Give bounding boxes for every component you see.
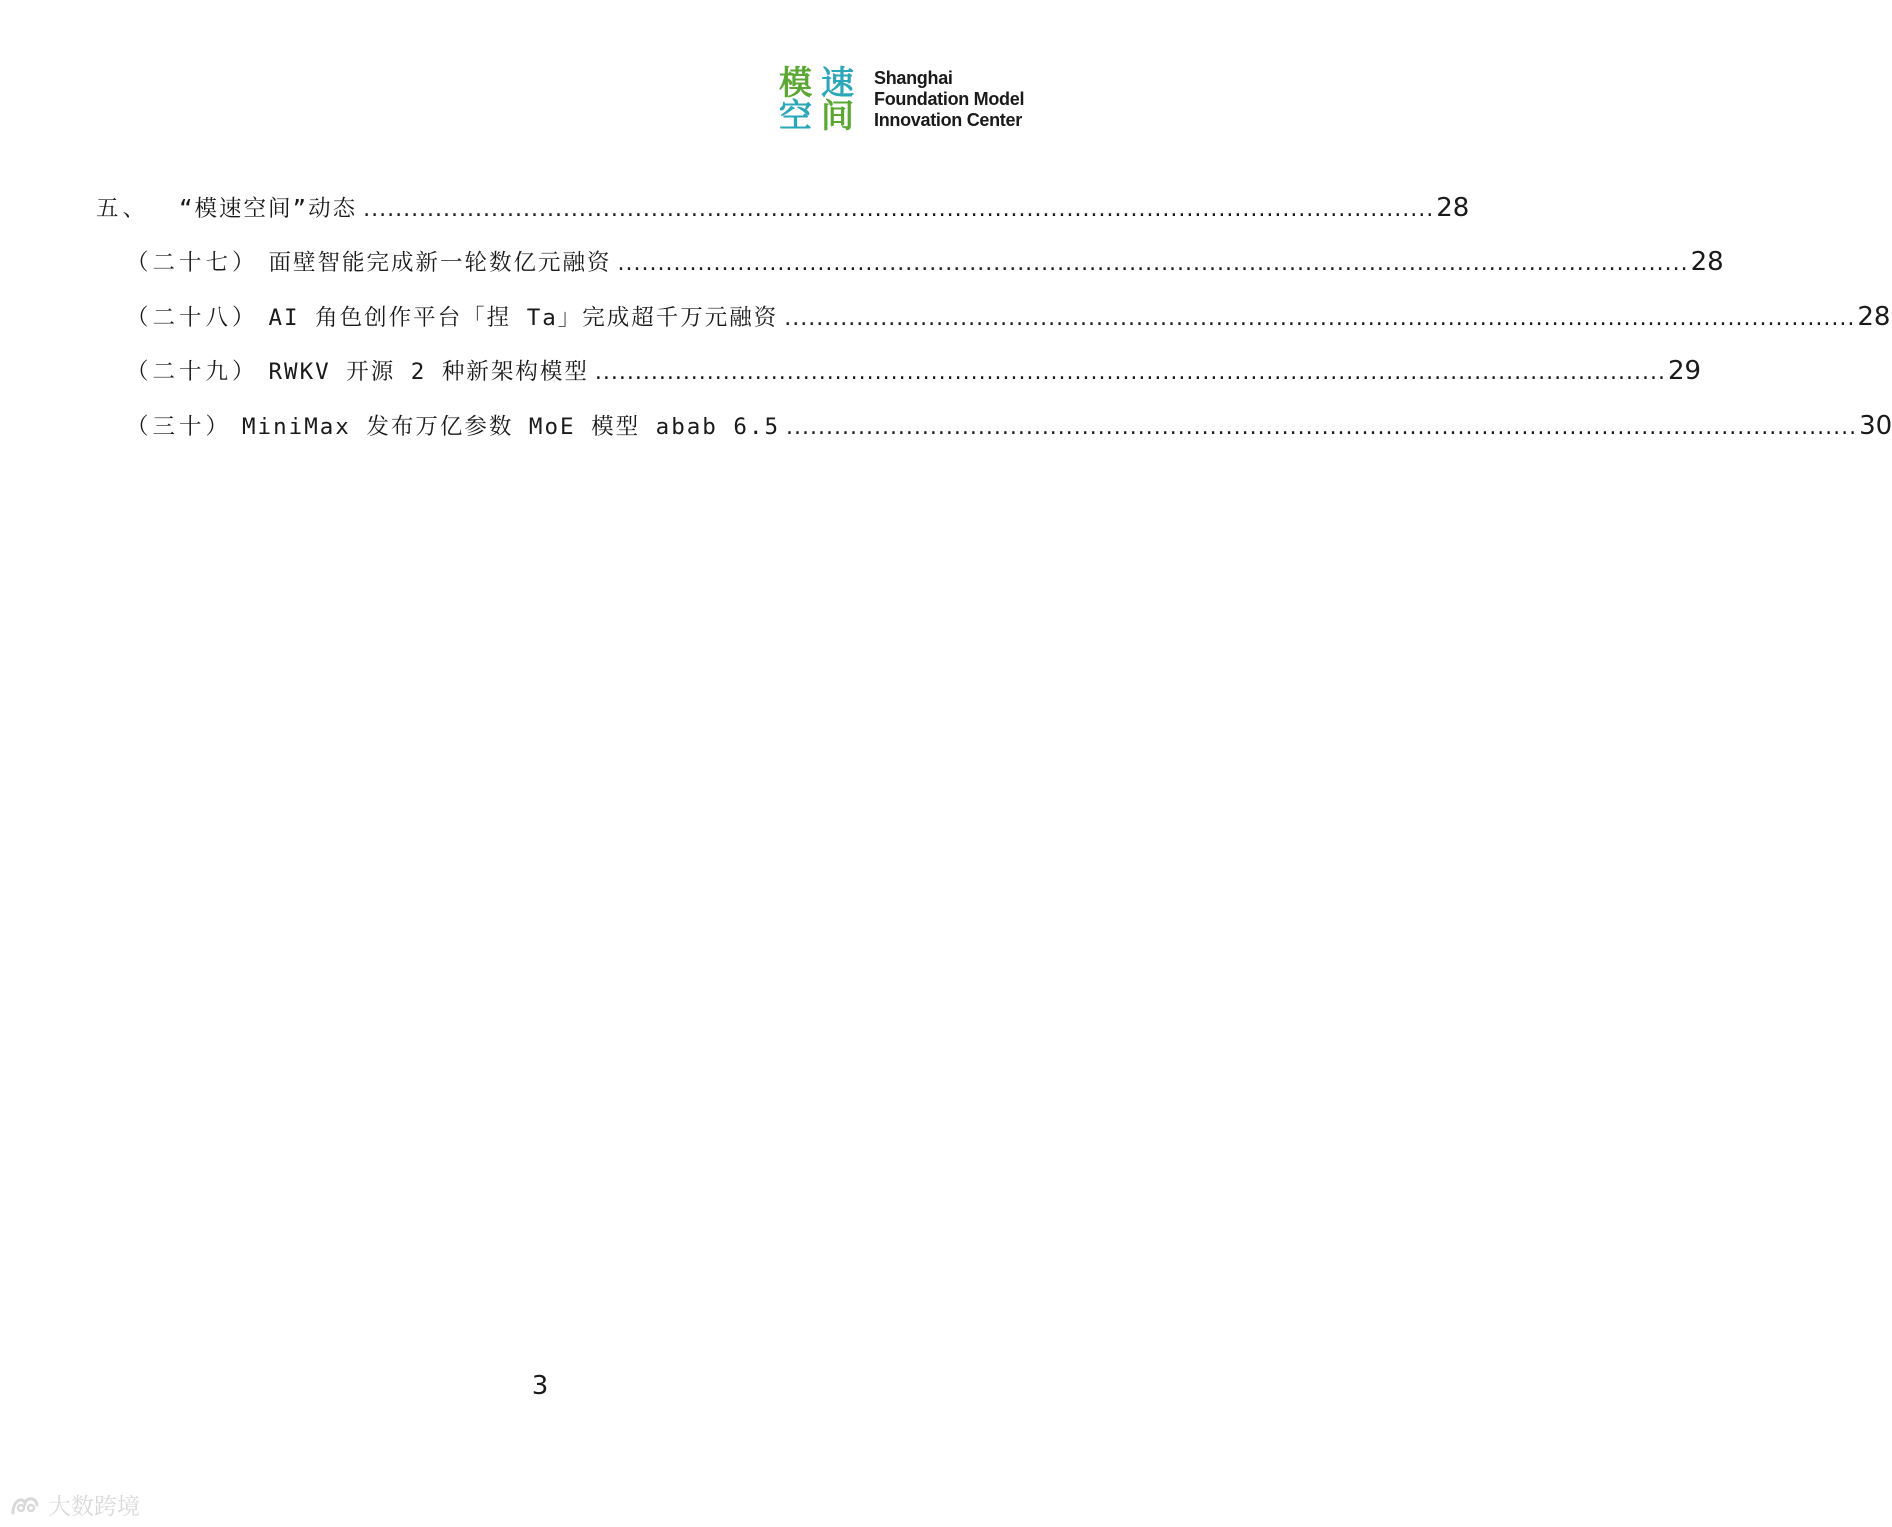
toc-leader-dots: ...................................................................................................................................... bbox=[784, 306, 1856, 331]
watermark bbox=[10, 1488, 140, 1521]
toc-entry-page: 28 bbox=[1857, 302, 1891, 332]
toc-entry-number: （二十七） bbox=[126, 250, 259, 276]
logo-line: Foundation Model bbox=[874, 89, 1025, 109]
toc-entry-title: “模速空间”动态 bbox=[179, 196, 358, 222]
toc-entry[interactable] bbox=[126, 409, 1892, 445]
toc-entry-page: 28 bbox=[1690, 247, 1724, 277]
logo-mark bbox=[779, 63, 865, 135]
toc-leader-dots: ...................................................................................................................................... bbox=[786, 415, 1858, 440]
toc-entry-number: 五、 bbox=[96, 196, 150, 222]
header-logo bbox=[779, 63, 1025, 135]
logo-text bbox=[874, 68, 1024, 131]
toc-entry[interactable] bbox=[96, 191, 1470, 227]
toc-entry-page: 29 bbox=[1667, 356, 1702, 386]
toc-entry-page: 28 bbox=[1436, 193, 1470, 223]
logo-char: 速 bbox=[821, 63, 854, 102]
toc-entry[interactable] bbox=[126, 245, 1724, 281]
logo-char: 模 bbox=[779, 63, 812, 102]
toc-entry-number: （二十八） bbox=[126, 305, 259, 331]
toc-leader-dots: ...................................................................................................................................... bbox=[594, 360, 1666, 385]
toc-entry-number: （二十九） bbox=[126, 359, 259, 385]
logo-line: Innovation Center bbox=[874, 110, 1022, 130]
logo-line: Shanghai bbox=[874, 68, 953, 88]
logo-char: 间 bbox=[821, 96, 854, 135]
toc-entry-title: MiniMax 发布万亿参数 MoE 模型 abab 6.5 bbox=[242, 414, 781, 440]
logo-char: 空 bbox=[779, 96, 812, 135]
watermark-text: 大数跨境 bbox=[48, 1494, 140, 1520]
toc-entry[interactable] bbox=[126, 300, 1891, 336]
watermark-logo-icon bbox=[10, 1491, 42, 1519]
toc-entry-page: 30 bbox=[1859, 411, 1892, 441]
toc-leader-dots: ...................................................................................................................................... bbox=[363, 197, 1435, 222]
toc-entry[interactable] bbox=[126, 354, 1702, 390]
toc-entry-number: （三十） bbox=[126, 414, 233, 440]
toc-entry-title: RWKV 开源 2 种新架构模型 bbox=[268, 359, 589, 385]
toc-entry-title: AI 角色创作平台「捏 Ta」完成超千万元融资 bbox=[268, 305, 779, 331]
toc-leader-dots: ...................................................................................................................................... bbox=[617, 251, 1689, 276]
toc-entry-title: 面壁智能完成新一轮数亿元融资 bbox=[268, 250, 612, 276]
page-number: 3 bbox=[531, 1371, 549, 1401]
